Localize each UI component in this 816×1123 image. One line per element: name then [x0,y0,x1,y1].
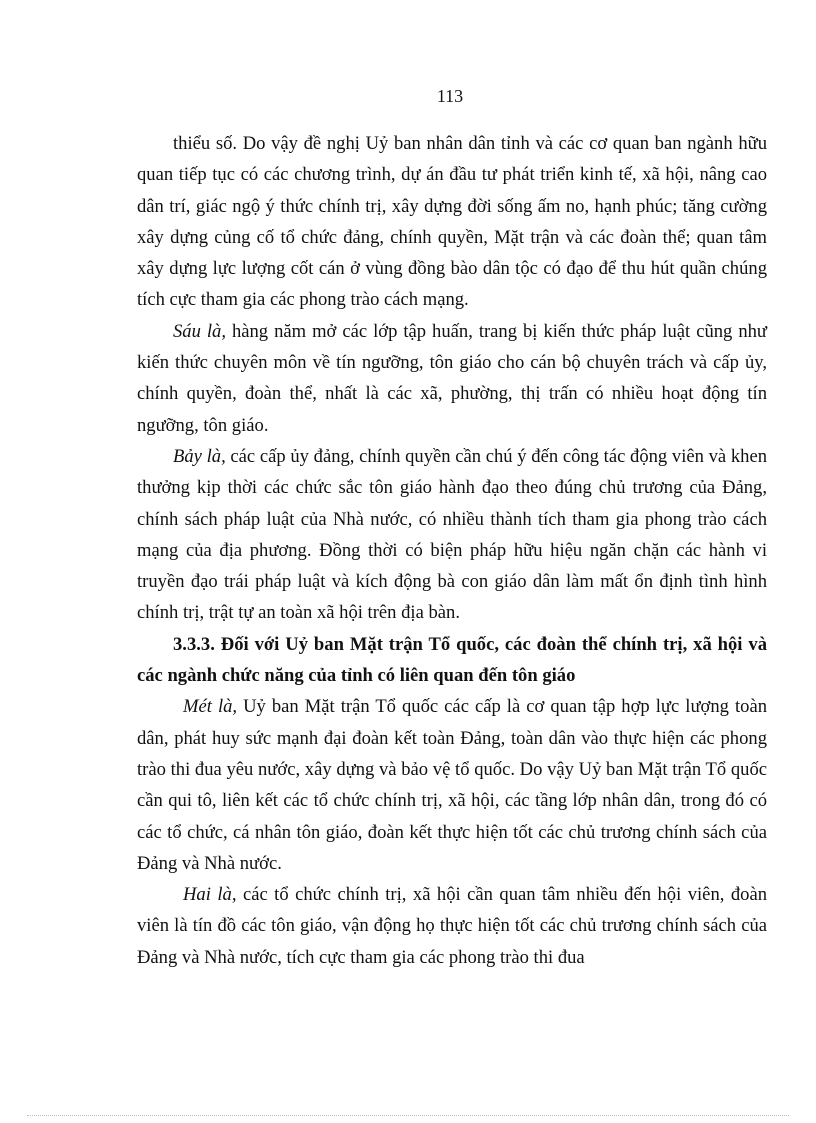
paragraph-sau-la [137,316,767,441]
page-number: 113 [436,86,464,106]
paragraph-text: hàng năm mở các lớp tập huấn, trang bị kiến thức pháp luật cũng như kiến thức chuyên môn về tín ngưỡng, tôn giáo cho cán bộ chuyên trách và cấp ủy, chính quyền, đoàn thể, nhất là các xã, phường, thị trấn có nhiều hoạt động tín ngưỡng, tôn giáo. [137,320,767,436]
paragraph-text: Uỷ ban Mặt trận Tổ quốc các cấp là cơ quan tập hợp lực lượng toàn dân, phát huy sức mạnh đại đoàn kết toàn Đảng, toàn dân vào thực hiện các phong trào thi đua yêu nước, xây dựng và bảo vệ tổ quốc. Do vậy Uỷ ban Mặt trận Tổ quốc cần qui tô, liên kết các tổ chức chính trị, xã hội, các tầng lớp nhân dân, trong đó có các tổ chức, cá nhân tôn giáo, đoàn kết thực hiện tốt các chủ trương chính sách của Đảng và Nhà nước. [137,696,768,874]
paragraph-lead: Bảy là, [173,445,226,467]
paragraph-lead: Sáu là, [173,320,226,342]
footer-rule [27,1115,789,1116]
paragraph-bay-la [137,441,767,629]
section-heading: 3.3.3. Đối với Uỷ ban Mặt trận Tổ quốc, các đoàn thể chính trị, xã hội và các ngành chức năng của tỉnh có liên quan đến tôn giáo [137,633,767,687]
paragraph-lead: Mét là, [183,696,238,718]
paragraph-hai-la [137,879,767,973]
paragraph-text: thiểu số. Do vậy đề nghị Uỷ ban nhân dân tỉnh và các cơ quan ban ngành hữu quan tiếp tục có các chương trình, dự án đầu tư phát triển kinh tế, xã hội, nâng cao dân trí, giác ngộ ý thức chính trị, xây dựng đời sống ấm no, hạnh phúc; tăng cường xây dựng củng cố tổ chức đảng, chính quyền, Mặt trận và các đoàn thể; quan tâm xây dựng lực lượng cốt cán ở vùng đồng bào dân tộc có đạo để thu hút quần chúng tích cực tham gia các phong trào cách mạng. [137,133,767,311]
document-body [137,128,767,973]
paragraph-continuation [137,128,767,316]
paragraph-text: các tổ chức chính trị, xã hội cần quan tâm nhiều đến hội viên, đoàn viên là tín đồ các tôn giáo, vận động họ thực hiện tốt các chủ trương chính sách của Đảng và Nhà nước, tích cực tham gia các phong trào thi đua [137,884,767,968]
paragraph-text: các cấp ủy đảng, chính quyền cần chú ý đến công tác động viên và khen thưởng kịp thời các chức sắc tôn giáo hành đạo theo đúng chủ trương của Đảng, chính sách pháp luật của Nhà nước, có nhiều thành tích tham gia phong trào cách mạng của địa phương. Đồng thời có biện pháp hữu hiệu ngăn chặn các hành vi truyền đạo trái pháp luật và kích động bà con giáo dân làm mất ổn định tình hình chính trị, trật tự an toàn xã hội trên địa bàn. [137,445,767,624]
paragraph-mot-la [137,691,767,879]
paragraph-lead: Hai là, [183,884,237,906]
